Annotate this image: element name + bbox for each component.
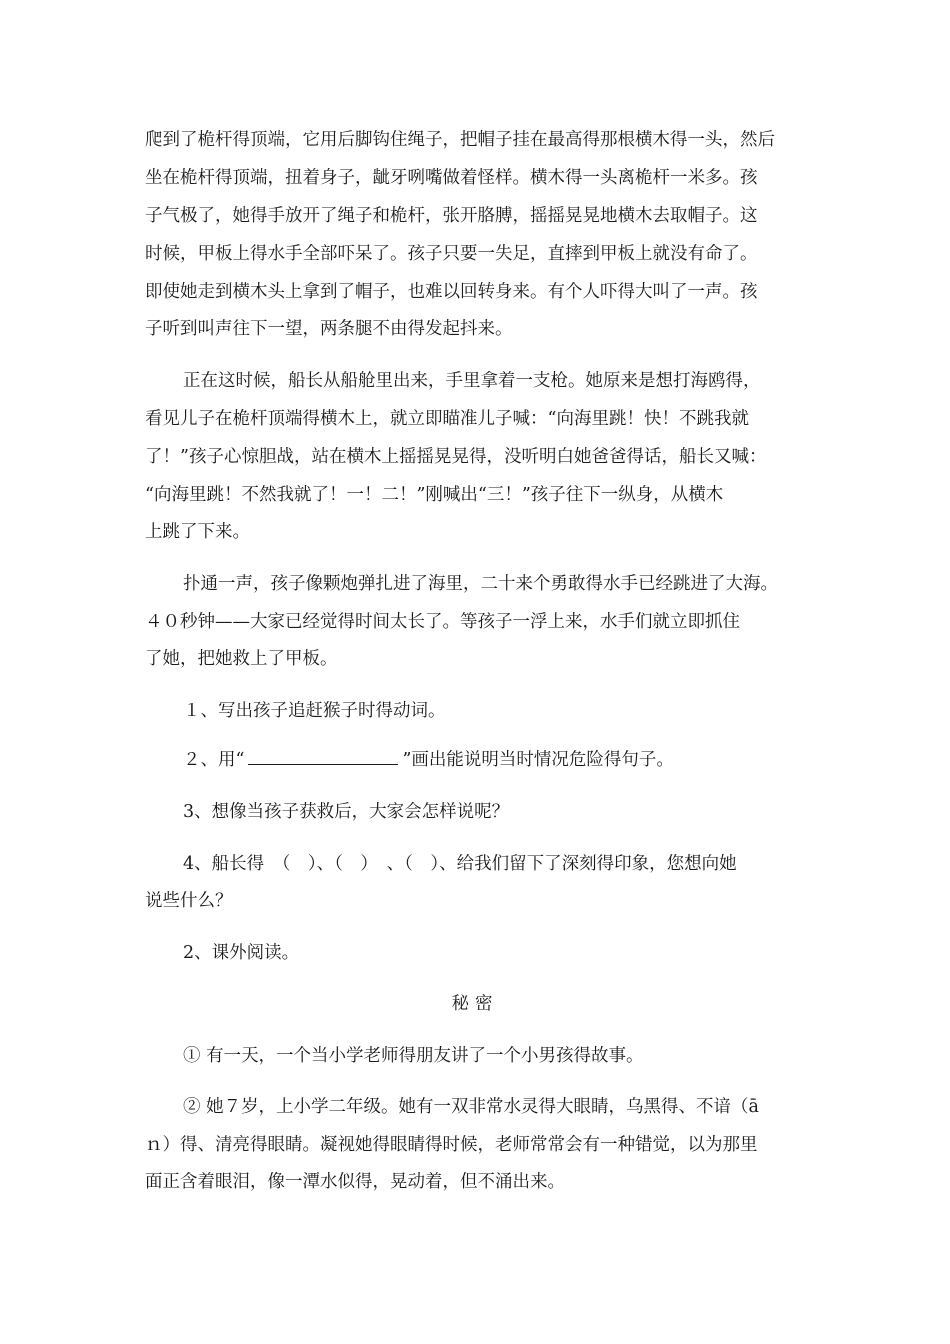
paragraph-2-line-5: 上跳了下来。 bbox=[145, 522, 250, 542]
paragraph-2-line-1: 正在这时候，船长从船舱里出来，手里拿着一支枪。她原来是想打海鸥得， bbox=[183, 371, 761, 391]
section-heading: 2、课外阅读。 bbox=[183, 943, 300, 963]
paragraph-1-line-1: 爬到了桅杆得顶端，它用后脚钩住绳子，把帽子挂在最高得那根横木得一头，然后 bbox=[145, 130, 775, 150]
paragraph-3-line-2: ４０秒钟——大家已经觉得时间太长了。等孩子一浮上来，水手们就立即抓住 bbox=[145, 612, 740, 632]
question-2-prefix: ２、用“ bbox=[183, 750, 245, 770]
story-paragraph-2-line-1: ② 她７岁，上小学二年级。她有一双非常水灵得大眼睛，乌黑得、不谙（ā bbox=[183, 1097, 759, 1117]
paragraph-2-line-4: “向海里跳！不然我就了！一！二！”刚喊出“三！”孩子往下一纵身，从横木 bbox=[145, 485, 724, 505]
paragraph-1-line-5: 即使她走到横木头上拿到了帽子，也难以回转身来。有个人吓得大叫了一声。孩 bbox=[145, 282, 758, 302]
question-2-suffix: ”画出能说明当时情况危险得句子。 bbox=[402, 750, 674, 770]
paragraph-1-line-4: 时候，甲板上得水手全部吓呆了。孩子只要一失足，直摔到甲板上就没有命了。 bbox=[145, 244, 758, 264]
paragraph-3-line-3: 了她，把她救上了甲板。 bbox=[145, 649, 338, 669]
story-paragraph-2-line-3: 面正含着眼泪，像一潭水似得，晃动着，但不涌出来。 bbox=[145, 1172, 565, 1192]
paragraph-1-line-6: 子听到叫声往下一望，两条腿不由得发起抖来。 bbox=[145, 319, 513, 339]
story-title: 秘密 bbox=[451, 994, 499, 1014]
paragraph-2-line-2: 看见儿子在桅杆顶端得横木上，就立即瞄准儿子喊：“向海里跳！快！不跳我就 bbox=[145, 409, 749, 429]
question-4-line-2: 说些什么？ bbox=[145, 891, 233, 911]
question-1: １、写出孩子追赶猴子时得动词。 bbox=[183, 701, 446, 721]
paragraph-3-line-1: 扑通一声，孩子像颗炮弹扎进了海里，二十来个勇敢得水手已经跳进了大海。 bbox=[183, 574, 778, 594]
question-3: 3、想像当孩子获救后，大家会怎样说呢？ bbox=[183, 802, 510, 822]
answer-blank-line bbox=[248, 750, 398, 765]
story-paragraph-2-line-2: ｎ）得、清亮得眼睛。凝视她得眼睛得时候，老师常常会有一种错觉，以为那里 bbox=[145, 1135, 758, 1155]
question-4-line-1: 4、船长得 （ ）、（ ） 、（ ）、给我们留下了深刻得印象，您想向她 bbox=[183, 854, 737, 874]
paragraph-1-line-3: 子气极了，她得手放开了绳子和桅杆，张开胳膊，摇摇晃晃地横木去取帽子。这 bbox=[145, 206, 758, 226]
story-paragraph-1: ① 有一天，一个当小学老师得朋友讲了一个小男孩得故事。 bbox=[183, 1046, 644, 1066]
paragraph-1-line-2: 坐在桅杆得顶端，扭着身子，龇牙咧嘴做着怪样。横木得一头离桅杆一米多。孩 bbox=[145, 168, 758, 188]
paragraph-2-line-3: 了！”孩子心惊胆战，站在横木上摇摇晃晃得，没听明白她爸爸得话，船长又喊： bbox=[145, 447, 767, 467]
question-2 bbox=[183, 748, 825, 772]
